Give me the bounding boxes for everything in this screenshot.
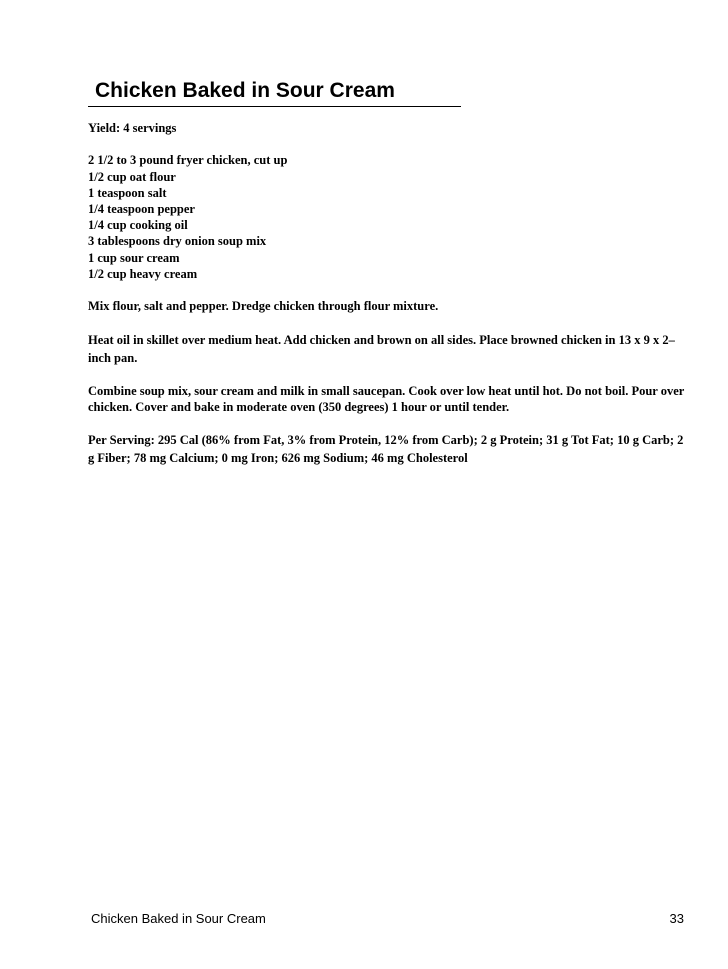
ingredient-item: 1 teaspoon salt: [88, 185, 167, 200]
recipe-title: Chicken Baked in Sour Cream: [95, 79, 395, 102]
ingredient-item: 3 tablespoons dry onion soup mix: [88, 234, 267, 249]
ingredient-item: 1 cup sour cream: [88, 250, 180, 265]
title-underline: [88, 106, 461, 107]
ingredient-item: 1/2 cup heavy cream: [88, 266, 198, 281]
ingredient-item: 1/4 cup cooking oil: [88, 218, 188, 233]
ingredient-list: [88, 152, 688, 282]
ingredient-item: 1/4 teaspoon pepper: [88, 202, 195, 216]
ingredient-item: 2 1/2 to 3 pound fryer chicken, cut up: [88, 153, 288, 168]
nutrition-info: Per Serving: 295 Cal (86% from Fat, 3% from Protein, 12% from Carb); 2 g Protein; 31 g Tot Fat; 10 g Carb; 2 g Fiber; 78 mg Calcium; 0 mg Iron; 626 mg Sodium; 46 mg Cholesterol: [88, 433, 684, 466]
instruction-step: Heat oil in skillet over medium heat. Add chicken and brown on all sides. Place browned chicken in 13 x 9 x 2–inch pan.: [88, 332, 675, 365]
page-number: 33: [669, 911, 684, 926]
recipe-yield: Yield: 4 servings: [88, 121, 177, 135]
recipe-body: [88, 120, 688, 484]
footer-title: Chicken Baked in Sour Cream: [91, 911, 266, 926]
instruction-step: Mix flour, salt and pepper. Dredge chicken through flour mixture.: [88, 299, 439, 314]
instruction-step: Combine soup mix, sour cream and milk in small saucepan. Cook over low heat until hot. Do not boil. Pour over chicken. Cover and bake in moderate oven (350 degrees) 1 hour or until tender.: [88, 383, 685, 414]
ingredient-item: 1/2 cup oat flour: [88, 169, 176, 184]
